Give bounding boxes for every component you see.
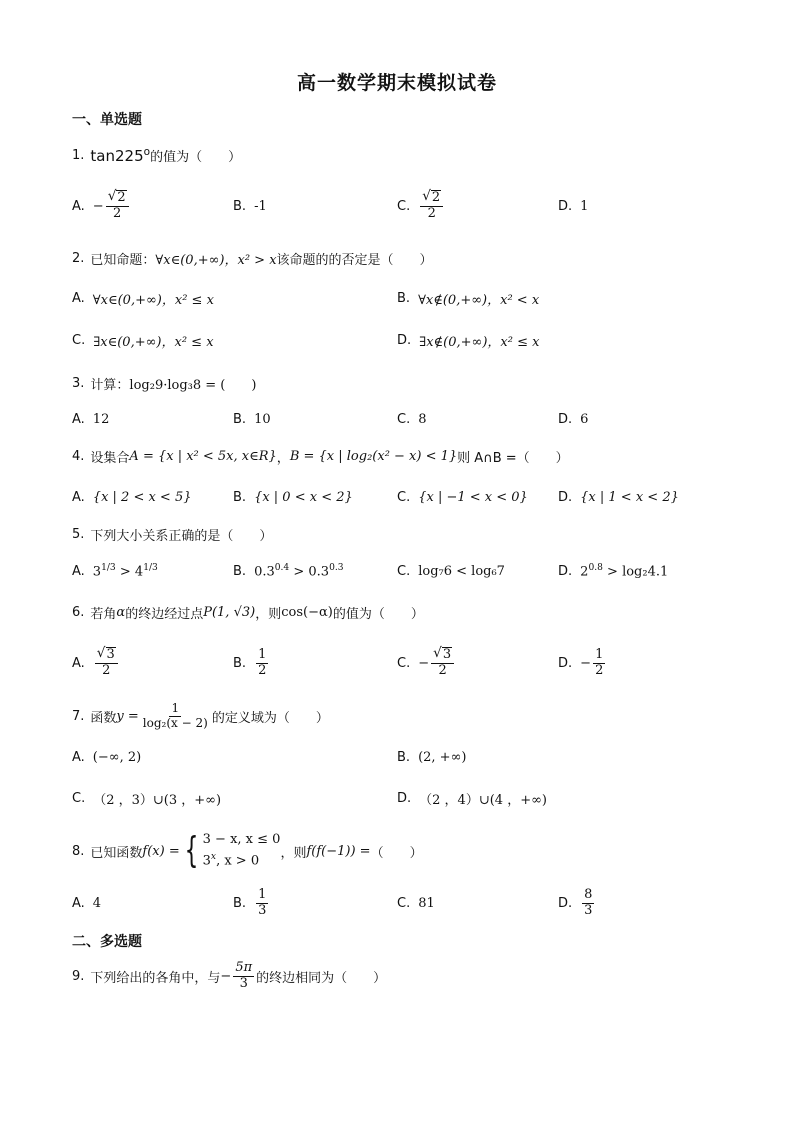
option-b[interactable] bbox=[233, 883, 270, 923]
option-c[interactable] bbox=[397, 477, 528, 517]
sign: − bbox=[418, 655, 430, 671]
base: 0.3 bbox=[254, 564, 275, 580]
question-number: 6. bbox=[72, 604, 85, 620]
question-text-3: （ ） bbox=[370, 845, 423, 861]
question-expr bbox=[90, 146, 150, 165]
numerator: 1 bbox=[258, 886, 267, 902]
option-a[interactable] bbox=[72, 643, 120, 683]
numerator: 2 bbox=[117, 190, 126, 206]
section-single-choice: 一、单选题 bbox=[72, 112, 142, 128]
option-c[interactable] bbox=[397, 883, 435, 923]
option-label: C. bbox=[397, 411, 411, 427]
question-8 bbox=[72, 826, 423, 876]
rest: , x > 0 bbox=[216, 853, 260, 869]
option-label: D. bbox=[558, 563, 573, 579]
sign: − bbox=[580, 655, 592, 671]
option-label: C. bbox=[397, 563, 411, 579]
question-text: 设集合 bbox=[90, 450, 130, 466]
denominator: 3 bbox=[584, 902, 593, 918]
question-9 bbox=[72, 956, 386, 996]
option-label: B. bbox=[233, 563, 247, 579]
question-text-2: ，则 bbox=[280, 845, 307, 861]
option-value bbox=[580, 563, 668, 579]
question-expr: cos(−α) bbox=[281, 604, 333, 620]
option-label: D. bbox=[397, 790, 412, 806]
question-7 bbox=[72, 698, 329, 734]
rest: > log₂4.1 bbox=[607, 564, 669, 580]
question-text: 已知命题： bbox=[90, 252, 156, 268]
exponent: 0.4 bbox=[274, 562, 290, 573]
question-number: 3. bbox=[72, 375, 85, 391]
degree-mark: o bbox=[143, 145, 151, 158]
option-label: B. bbox=[233, 655, 247, 671]
option-value: ∃x∈(0,+∞)，x² ≤ x bbox=[93, 334, 214, 350]
option-label: C. bbox=[72, 790, 86, 806]
fraction bbox=[256, 888, 268, 919]
option-value: ∃x∉(0,+∞)，x² ≤ x bbox=[419, 334, 540, 350]
option-value: （2 ，4）∪(4 ，+∞) bbox=[419, 792, 547, 808]
case-2 bbox=[203, 850, 281, 872]
option-value: {x | 2 < x < 5} bbox=[92, 489, 192, 505]
option-d[interactable] bbox=[558, 186, 588, 226]
question-text: 计算： bbox=[90, 377, 130, 393]
option-label: A. bbox=[72, 198, 85, 214]
question-6 bbox=[72, 597, 424, 627]
fraction: √ 3 2 bbox=[431, 647, 454, 678]
denominator: 2 bbox=[113, 205, 122, 221]
question-text-2: 该命题的的否定是（ ） bbox=[276, 252, 433, 268]
question-text: 若角 bbox=[90, 606, 117, 622]
option-d[interactable] bbox=[397, 320, 539, 360]
option-value: {x | 0 < x < 2} bbox=[254, 489, 353, 505]
question-text: 已知函数 bbox=[90, 845, 143, 861]
option-label: C. bbox=[397, 655, 411, 671]
question-text: 函数 bbox=[90, 710, 117, 726]
option-label: A. bbox=[72, 749, 85, 765]
fraction bbox=[141, 702, 210, 731]
function-lhs: f(x) = bbox=[142, 843, 180, 859]
question-2 bbox=[72, 243, 433, 273]
page-title: 高一数学期末模拟试卷 bbox=[296, 72, 497, 94]
option-c[interactable] bbox=[397, 551, 505, 591]
denominator: 2 bbox=[258, 662, 267, 678]
fraction: √ 2 2 bbox=[420, 190, 443, 221]
option-c[interactable] bbox=[72, 320, 214, 360]
fraction bbox=[233, 961, 254, 992]
question-text: 的值为（ ） bbox=[150, 149, 242, 165]
option-b[interactable] bbox=[233, 477, 353, 517]
option-label: B. bbox=[233, 895, 247, 911]
question-expr: ∀x∈(0,+∞)，x² > x bbox=[155, 252, 277, 268]
option-label: C. bbox=[397, 198, 411, 214]
option-label: A. bbox=[72, 563, 85, 579]
question-text-2: 的终边经过点 bbox=[125, 606, 204, 622]
question-number: 5. bbox=[72, 526, 85, 542]
option-label: C. bbox=[397, 489, 411, 505]
question-4: 4. 设集合 A = {x | x² < 5x, x∈R} ， B = {x | log₂(x² − x) < 1} 则 A∩B =（ ） bbox=[72, 448, 569, 466]
option-d[interactable] bbox=[558, 643, 607, 683]
option-b[interactable] bbox=[233, 186, 267, 226]
denominator: 2 bbox=[102, 662, 111, 678]
question-text-2: 的定义域为（ ） bbox=[211, 710, 329, 726]
option-a[interactable] bbox=[72, 883, 101, 923]
set-b: B = {x | log₂(x² − x) < 1} bbox=[289, 448, 458, 464]
option-label: B. bbox=[233, 198, 247, 214]
option-value bbox=[93, 563, 158, 579]
question-number: 8. bbox=[72, 843, 85, 859]
option-value: 6 bbox=[580, 411, 589, 427]
question-text-3: ，则 bbox=[255, 606, 282, 622]
fraction bbox=[582, 888, 594, 919]
denominator: 2 bbox=[427, 205, 436, 221]
option-b[interactable] bbox=[397, 737, 466, 777]
function-lhs: y = bbox=[116, 708, 139, 724]
fraction: √ 2 2 bbox=[106, 190, 129, 221]
relation: > bbox=[119, 564, 131, 580]
numerator: 1 bbox=[258, 646, 267, 662]
option-value: log₇6 < log₆7 bbox=[418, 563, 505, 579]
alpha-symbol: α bbox=[116, 604, 126, 620]
case-1: 3 − x, x ≤ 0 bbox=[202, 831, 281, 847]
numerator: 8 bbox=[584, 886, 593, 902]
option-value: ∀x∈(0,+∞)，x² ≤ x bbox=[92, 292, 214, 308]
option-label: A. bbox=[72, 655, 85, 671]
base: 2 bbox=[580, 564, 589, 580]
exponent: 0.3 bbox=[329, 562, 344, 573]
option-label: B. bbox=[233, 489, 247, 505]
option-value: ∀x∉(0,+∞)，x² < x bbox=[418, 292, 540, 308]
option-c[interactable] bbox=[397, 643, 456, 683]
point-expr: P(1, √3) bbox=[203, 604, 256, 620]
option-value: 81 bbox=[418, 895, 435, 911]
option-a[interactable] bbox=[72, 186, 131, 226]
base: 3 bbox=[202, 853, 211, 869]
option-label: D. bbox=[558, 198, 573, 214]
option-d[interactable] bbox=[558, 477, 679, 517]
numerator: 3 bbox=[442, 647, 452, 663]
numerator: 3 bbox=[106, 647, 115, 663]
option-a[interactable] bbox=[72, 551, 158, 591]
exponent: x bbox=[210, 852, 217, 863]
question-3 bbox=[72, 368, 256, 398]
option-label: A. bbox=[72, 411, 85, 427]
option-label: B. bbox=[397, 290, 411, 306]
numerator: 1 bbox=[595, 646, 604, 662]
option-value: {x | 1 < x < 2} bbox=[580, 489, 679, 505]
question-expr: f(f(−1)) = bbox=[306, 843, 371, 859]
option-c[interactable] bbox=[72, 778, 221, 818]
exponent: 1/3 bbox=[101, 562, 116, 573]
option-label: A. bbox=[72, 895, 85, 911]
numerator: 1 bbox=[171, 700, 180, 715]
fraction bbox=[593, 648, 605, 679]
option-value: (−∞, 2) bbox=[92, 749, 142, 765]
question-expr: log₂9·log₃8 = ( ) bbox=[129, 377, 257, 393]
exponent: 0.8 bbox=[588, 562, 603, 573]
option-b[interactable] bbox=[397, 278, 539, 318]
fraction bbox=[256, 648, 268, 679]
question-text-2: 则 A∩B =（ ） bbox=[457, 450, 569, 466]
denominator: 2 bbox=[438, 662, 447, 678]
option-label: D. bbox=[397, 332, 412, 348]
option-d[interactable] bbox=[558, 399, 588, 439]
option-label: D. bbox=[558, 895, 573, 911]
option-value bbox=[254, 563, 344, 579]
question-1 bbox=[72, 140, 241, 170]
option-value: 4 bbox=[92, 895, 102, 911]
question-number: 2. bbox=[72, 250, 85, 266]
option-label: D. bbox=[558, 655, 573, 671]
set-a: A = {x | x² < 5x, x∈R} bbox=[129, 448, 277, 464]
option-c[interactable] bbox=[397, 186, 445, 226]
option-d[interactable] bbox=[558, 551, 668, 591]
question-5 bbox=[72, 519, 272, 549]
option-c[interactable] bbox=[397, 399, 427, 439]
option-value: 8 bbox=[418, 411, 427, 427]
numerator: 5π bbox=[235, 959, 253, 975]
question-text-2: 的终边相同为（ ） bbox=[256, 970, 387, 986]
option-label: B. bbox=[233, 411, 247, 427]
question-number: 4. bbox=[72, 448, 85, 464]
denominator: log₂(x − 2) bbox=[142, 715, 208, 730]
question-text-4: 的值为（ ） bbox=[332, 606, 424, 622]
option-value: {x | −1 < x < 0} bbox=[418, 489, 528, 505]
option-label: D. bbox=[558, 489, 573, 505]
option-d[interactable] bbox=[397, 778, 547, 818]
section-multi-choice: 二、多选题 bbox=[72, 934, 142, 950]
denominator: 2 bbox=[595, 662, 604, 678]
option-a[interactable] bbox=[72, 737, 141, 777]
option-value: 12 bbox=[92, 411, 110, 427]
option-label: B. bbox=[397, 749, 411, 765]
numerator: 2 bbox=[431, 190, 441, 206]
denominator: 3 bbox=[258, 902, 267, 918]
option-label: C. bbox=[397, 895, 411, 911]
option-a[interactable] bbox=[72, 477, 192, 517]
option-label: C. bbox=[72, 332, 86, 348]
question-text: 下列给出的各角中，与 bbox=[90, 970, 221, 986]
relation: > bbox=[293, 564, 305, 580]
base: 3 bbox=[92, 564, 102, 580]
piecewise-function: { 3 − x, x ≤ 0 3$^x$, x > 0 bbox=[184, 829, 281, 871]
option-value: (2, +∞) bbox=[418, 749, 467, 765]
option-label: A. bbox=[72, 489, 85, 505]
option-label: D. bbox=[558, 411, 573, 427]
option-b[interactable] bbox=[233, 643, 270, 683]
question-number: 7. bbox=[72, 708, 85, 724]
option-b[interactable] bbox=[233, 399, 271, 439]
question-number: 9. bbox=[72, 968, 85, 984]
option-d[interactable] bbox=[558, 883, 596, 923]
option-label: A. bbox=[72, 290, 85, 306]
option-a[interactable] bbox=[72, 278, 214, 318]
denominator: 3 bbox=[239, 975, 248, 991]
option-value: 10 bbox=[254, 411, 271, 427]
exponent: 1/3 bbox=[143, 562, 158, 573]
question-text: 下列大小关系正确的是（ ） bbox=[90, 528, 273, 544]
sign: − bbox=[92, 198, 104, 214]
expr-text: tan225 bbox=[90, 146, 144, 165]
option-b[interactable] bbox=[233, 551, 344, 591]
option-a[interactable] bbox=[72, 399, 109, 439]
option-value: （2 ，3）∪(3 ，+∞) bbox=[93, 792, 222, 808]
option-value: -1 bbox=[254, 198, 267, 214]
sign: − bbox=[220, 968, 232, 984]
option-value: 1 bbox=[580, 198, 589, 214]
fraction: √ 3 2 bbox=[95, 647, 118, 678]
base: 4 bbox=[134, 564, 144, 580]
question-number: 1. bbox=[72, 147, 85, 163]
base: 0.3 bbox=[308, 564, 330, 580]
